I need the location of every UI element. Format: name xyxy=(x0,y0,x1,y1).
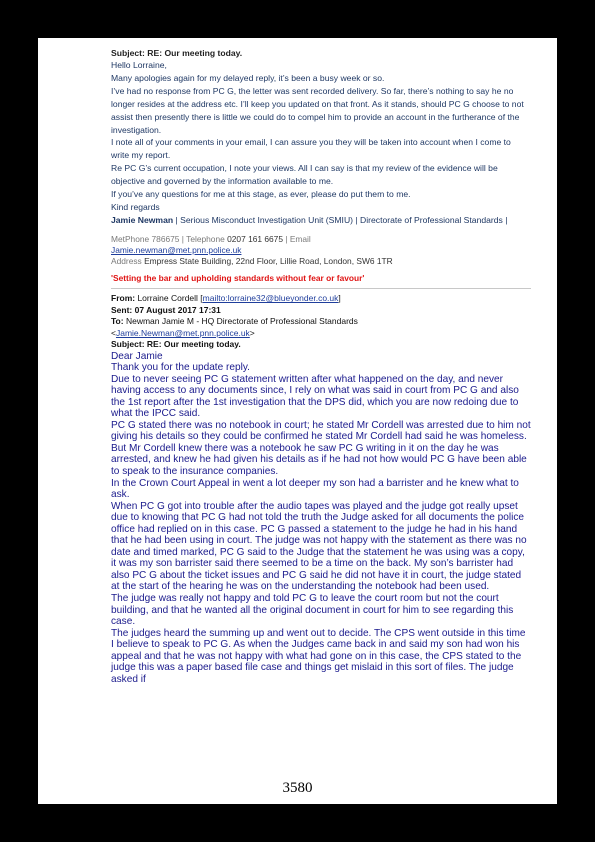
email2-paragraph: PC G stated there was no notebook in court; he stated Mr Cordell was arrested due to him not giving his details so they could be confirmed he stated Mr Cordell had said he was homeless. But Mr Cordell knew there was a notebook he saw PC G writing in it on the day he was arrested, and knew he had given his details as if he had not how would PC G have been able to speak to the insurance companies. xyxy=(111,419,531,477)
sent-date: 07 August 2017 17:31 xyxy=(132,304,221,315)
signature-name: Jamie Newman xyxy=(111,214,174,225)
page-content xyxy=(111,48,531,685)
email1-paragraph: I note all of your comments in your email, I can assure you they will be taken into account when I come to write my report. xyxy=(111,137,511,161)
email1-paragraph: If you’ve any questions for me at this stage, as ever, please do put them to me. xyxy=(111,189,411,200)
from-line xyxy=(111,293,531,304)
email2-paragraph: The judge was really not happy and told PC G to leave the court room but not the court building, and that he wanted all the original document in court for him to see regarding this case. xyxy=(111,593,514,628)
sent-label: Sent: xyxy=(111,304,133,315)
email2-paragraph: Due to never seeing PC G statement written after what happened on the day, and never having access to any documents since, I rely on what was said in court from PC G and also the 1st report after the 1st investigation that the DPS did, which you are now redoing due to what the IPCC said. xyxy=(111,373,519,420)
sent-line xyxy=(111,305,531,316)
address-label: Address xyxy=(111,256,145,267)
page-number: 3580 xyxy=(282,780,313,796)
address-line xyxy=(111,256,531,267)
email2-body xyxy=(111,351,531,686)
to-label: To: xyxy=(111,316,124,327)
from-email-link[interactable]: mailto:lorraine32@blueyonder.co.uk xyxy=(202,293,339,304)
email-line xyxy=(111,245,531,256)
slogan: 'Setting the bar and upholding standards without fear or favour' xyxy=(111,273,531,289)
telephone: 0207 161 6675 xyxy=(227,233,283,244)
email1-body xyxy=(111,59,531,214)
email1-paragraph: Many apologies again for my delayed reply, it’s been a busy week or so. xyxy=(111,72,385,83)
email1-subject-label: Subject: xyxy=(111,48,145,58)
email-link[interactable]: Jamie.newman@met.pnn.police.uk xyxy=(111,245,242,256)
email1-paragraph: Re PC G’s current occupation, I note your views. All I can say is that my review of the evidence will be objective and governed by the information available to me. xyxy=(111,163,498,187)
email1-subject-line xyxy=(111,48,531,59)
signature xyxy=(111,214,531,226)
to-open: < xyxy=(111,327,116,338)
email-label: | Email xyxy=(283,233,311,244)
from-name: Lorraine Cordell [ xyxy=(135,293,203,304)
contact-block xyxy=(111,234,531,268)
email2-paragraph: Thank you for the update reply. xyxy=(111,362,250,374)
email1-paragraph: Kind regards xyxy=(111,201,160,212)
to-email-line xyxy=(111,328,531,339)
to-close: > xyxy=(249,327,255,338)
signature-unit: | Serious Misconduct Investigation Unit (SMIU) | Directorate of Professional Standards | xyxy=(173,214,508,225)
email2-paragraph: The judges heard the summing up and went out to decide. The CPS went outside in this time I believe to speak to PC G. As when the Judges came back in and said my son had won his appeal and that he was not happy with what had gone on in this case, the CPS stated to the judge this was a paper based file case and things get mislaid in this sort of files. The judge asked if xyxy=(111,627,526,685)
email2-subject-label: Subject: xyxy=(111,339,145,350)
address: Empress State Building, 22nd Floor, Lillie Road, London, SW6 1TR xyxy=(144,256,393,267)
to-line xyxy=(111,316,531,327)
email2-subject-line xyxy=(111,339,531,350)
email2-header xyxy=(111,293,531,350)
from-bracket: ] xyxy=(338,293,341,304)
from-label: From: xyxy=(111,293,136,304)
email2-subject: RE: Our meeting today. xyxy=(144,339,241,350)
to-name: Newman Jamie M - HQ Directorate of Professional Standards xyxy=(123,316,358,327)
document-page xyxy=(38,38,557,804)
email2-paragraph: In the Crown Court Appeal in went a lot deeper my son had a barrister and he knew what to ask. xyxy=(111,477,519,501)
metphone: MetPhone 786675 | Telephone xyxy=(111,233,228,244)
to-email-link[interactable]: Jamie.Newman@met.pnn.police.uk xyxy=(115,327,250,338)
email1-paragraph: Hello Lorraine, xyxy=(111,60,167,70)
email2-paragraph: Dear Jamie xyxy=(111,350,163,362)
phone-line xyxy=(111,234,531,245)
email2-paragraph: When PC G got into trouble after the audio tapes was played and the judge got really upset due to knowing that PC G had not told the truth the Judge asked for all documents the police office had replied on in this case. PC G passed a statement to the judge he had in his hand that he had been using in court. The judge was not happy with the statement as there was no date and timed marked, PC G said to the Judge that the statement he was using was a copy, it was my son barrister said there seemed to be a time on the back. My son’s barrister had also PC G about the ticket issues and PC G said he did not have it in court, the judge stated at the start of the hearing he was on the understanding the notebook had been used. xyxy=(111,500,527,593)
email1-subject: RE: Our meeting today. xyxy=(147,48,243,58)
email1-paragraph: I’ve had no response from PC G, the letter was sent recorded delivery. So far, there’s nothing to say he no longer resides at the address etc. I’ll keep you updated on that front. As it stands, should PC G choose to not assist then presently there is little we could do to compel him to provide an account in the furtherance of the investigation. xyxy=(111,85,524,135)
